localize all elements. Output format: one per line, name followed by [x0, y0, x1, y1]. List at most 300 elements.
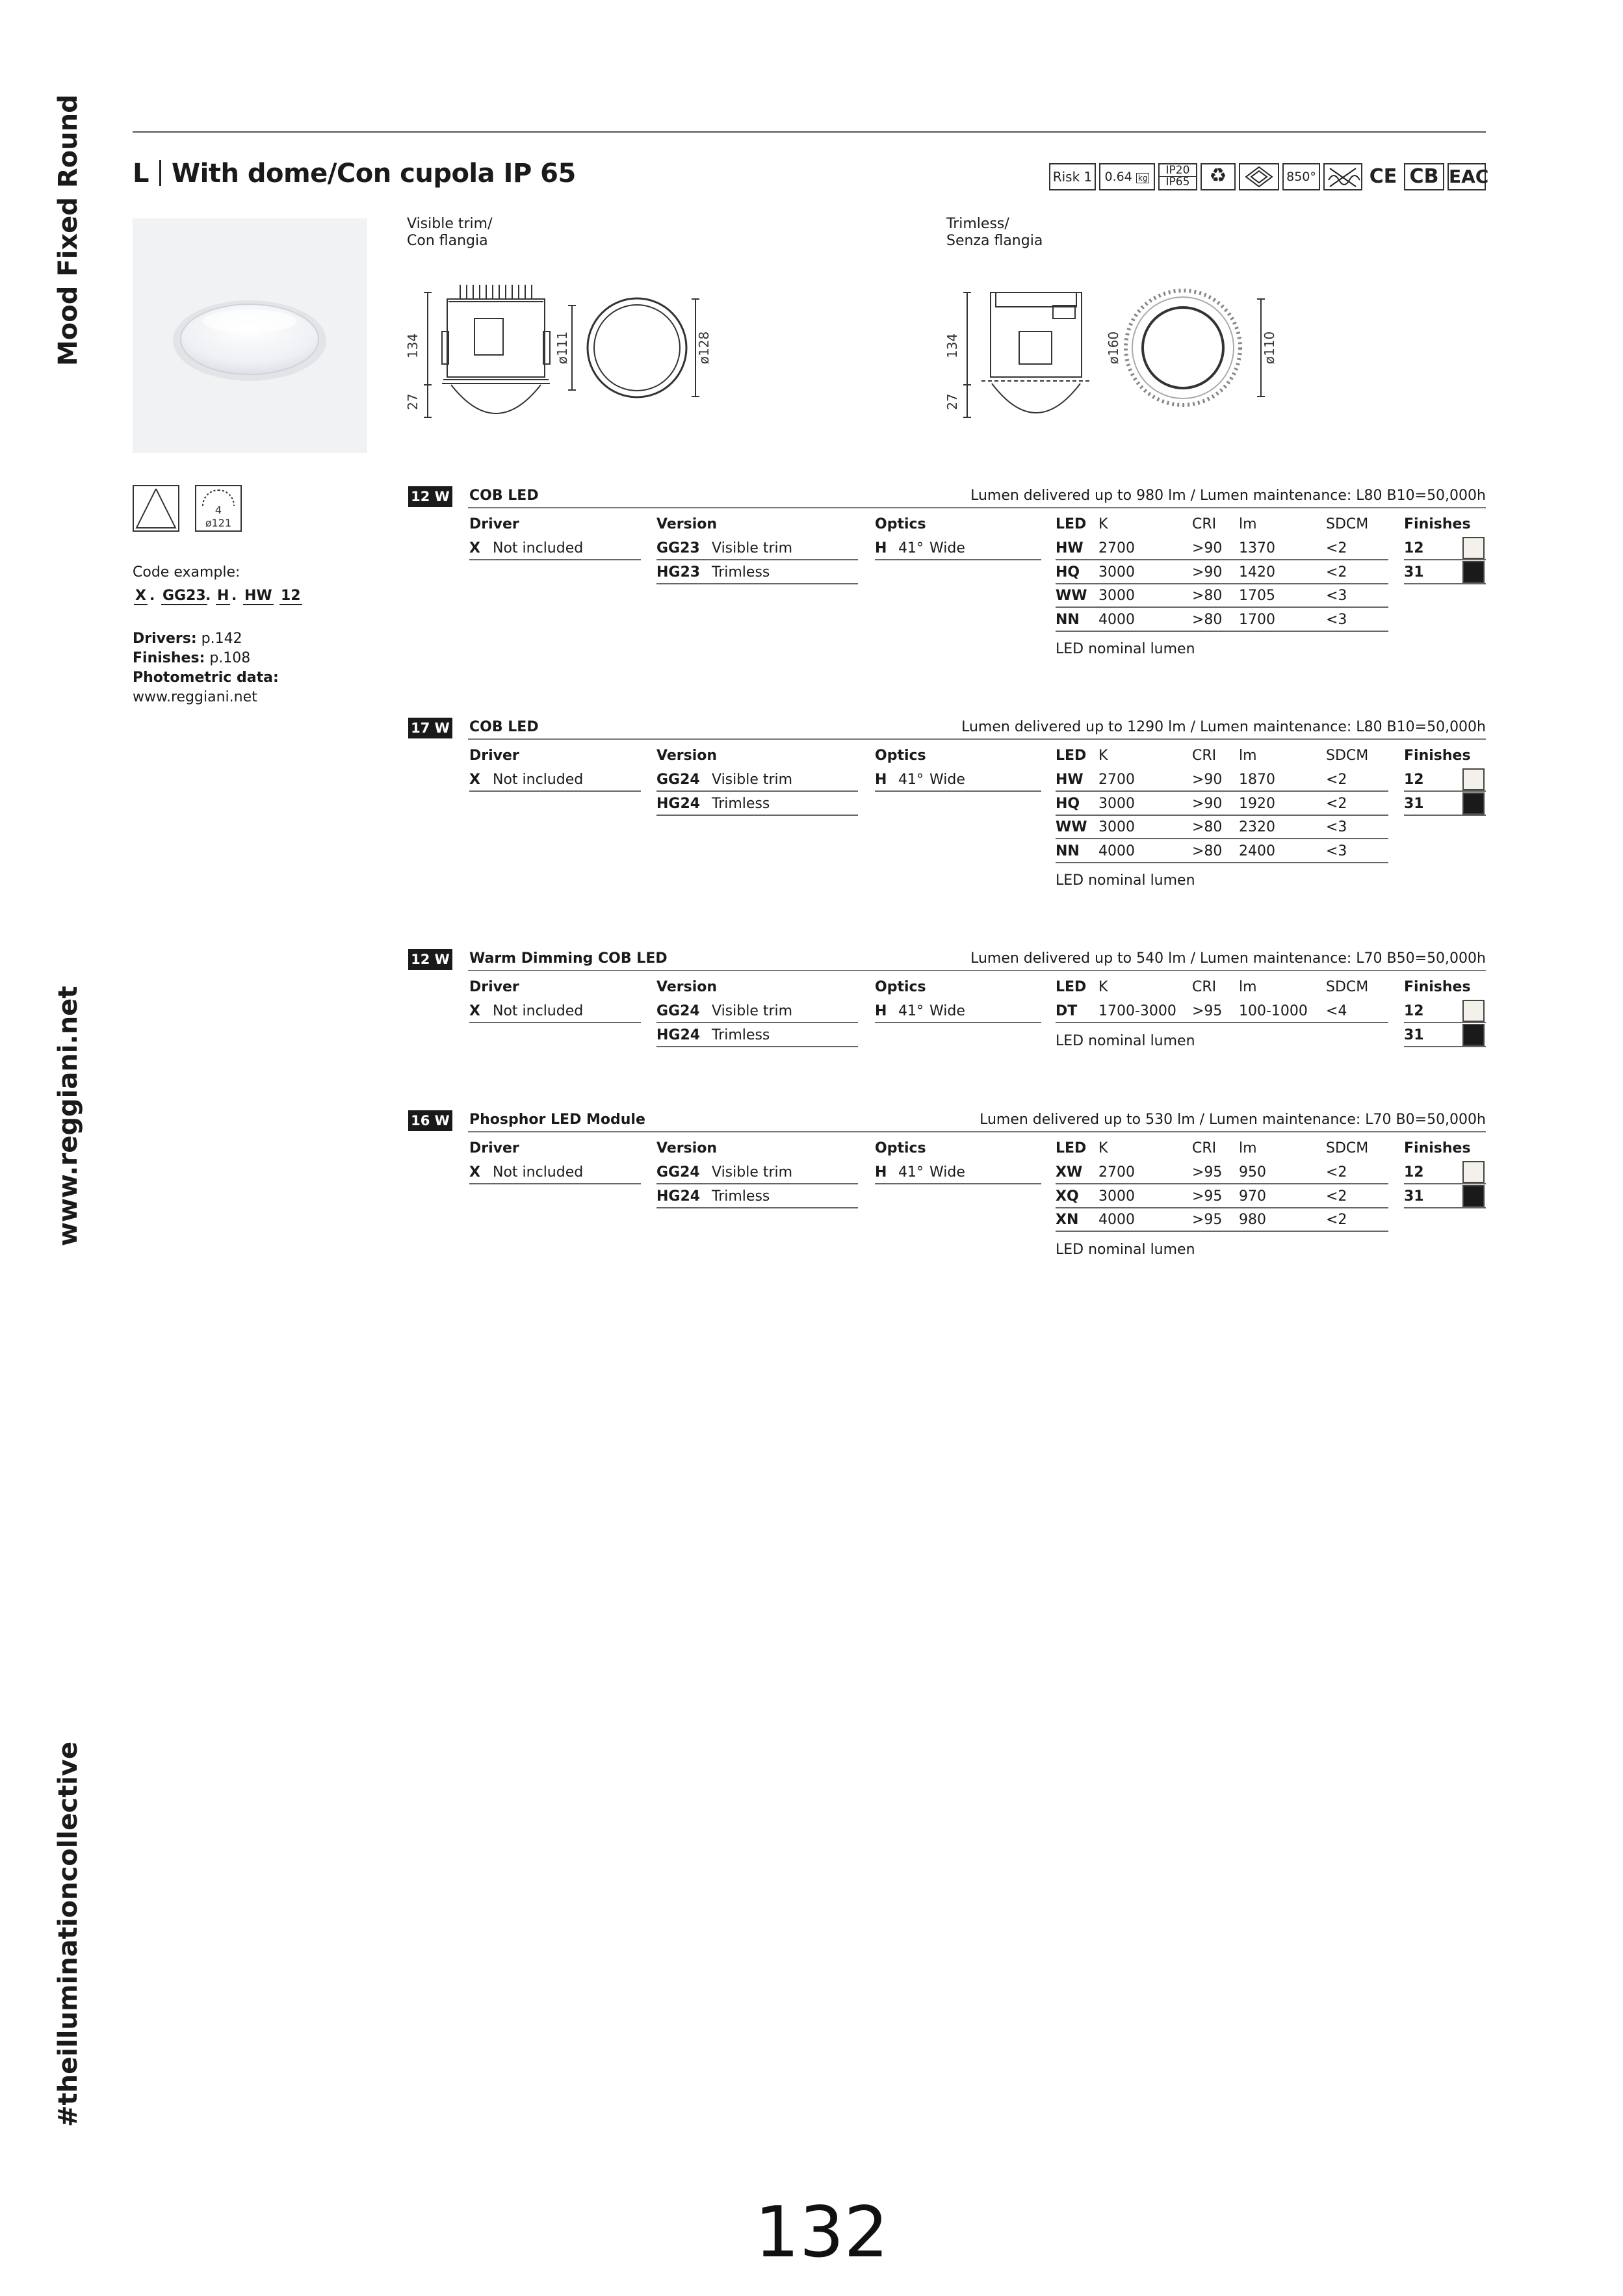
cutout-depth: 4	[214, 504, 222, 516]
finish-code-text: 12	[1404, 772, 1424, 788]
led-sdcm: <2	[1326, 772, 1347, 788]
led-lumen: 1700	[1239, 611, 1275, 628]
photometric-label: Photometric data:	[133, 670, 279, 686]
trimless-dim-height: 134	[944, 333, 960, 359]
version-code[interactable]	[656, 1188, 700, 1206]
led-code-text: DT	[1056, 1003, 1078, 1019]
code-example-label: Code example:	[133, 564, 240, 581]
risk-badge	[1049, 163, 1096, 190]
driver-code-text: X	[469, 772, 480, 788]
col-lm: lm	[1239, 748, 1257, 764]
finish-code[interactable]	[1404, 540, 1424, 558]
col-k: K	[1098, 748, 1108, 764]
col-optics: Optics	[875, 979, 926, 995]
version-text: Visible trim	[712, 772, 793, 788]
finish-swatch[interactable]	[1462, 768, 1485, 790]
col-cri: CRI	[1192, 979, 1217, 995]
led-sdcm: <2	[1326, 795, 1347, 812]
led-kelvin: 2700	[1098, 1164, 1135, 1181]
section-rule	[468, 507, 1486, 508]
col-version: Version	[656, 979, 718, 995]
version-code-text: HG24	[656, 1188, 701, 1205]
finish-code-text: 12	[1404, 1003, 1424, 1019]
col-sdcm: SDCM	[1326, 748, 1369, 764]
version-code-text: HG23	[656, 564, 701, 581]
header-rule	[133, 131, 1486, 133]
ip-rating-badge	[1158, 163, 1197, 190]
finish-swatch[interactable]	[1462, 537, 1485, 559]
led-code-text: HW	[1056, 540, 1084, 556]
col-optics: Optics	[875, 748, 926, 764]
col-finishes: Finishes	[1404, 1140, 1471, 1156]
col-sdcm: SDCM	[1326, 1140, 1369, 1156]
led-code[interactable]	[1056, 1188, 1079, 1206]
version-code[interactable]	[656, 1026, 700, 1045]
col-k: K	[1098, 516, 1108, 532]
optics-angle: 41°	[898, 1164, 924, 1181]
col-lm: lm	[1239, 979, 1257, 995]
led-cri: >80	[1192, 819, 1223, 835]
finish-code-text: 31	[1404, 564, 1424, 581]
finish-swatch[interactable]	[1462, 1185, 1485, 1207]
version-code[interactable]	[656, 1164, 700, 1182]
section-source-name: Warm Dimming COB LED	[469, 950, 668, 967]
finish-swatch[interactable]	[1462, 1161, 1485, 1183]
code-part-driver: X	[135, 588, 146, 604]
led-sdcm: <3	[1326, 588, 1347, 604]
optics-rule	[875, 1183, 1041, 1184]
version-rule	[656, 815, 858, 816]
driver-rule	[469, 559, 641, 560]
beam-icon	[133, 485, 179, 532]
led-rule	[1056, 815, 1388, 816]
led-rule	[1056, 1231, 1388, 1232]
led-sdcm: <3	[1326, 611, 1347, 628]
led-cri: >90	[1192, 795, 1223, 812]
led-lumen: 1370	[1239, 540, 1275, 556]
led-lumen: 2400	[1239, 842, 1275, 859]
driver-code[interactable]	[469, 1164, 480, 1182]
dim-inner-diameter: ø111	[554, 331, 570, 365]
led-rule	[1056, 583, 1388, 584]
no-insulation-svg	[1325, 164, 1361, 189]
optics-text: Wide	[929, 772, 965, 788]
col-finishes: Finishes	[1404, 979, 1471, 995]
optics-text: Wide	[929, 540, 965, 556]
led-rule	[1056, 838, 1388, 839]
led-kelvin: 3000	[1098, 1188, 1135, 1205]
led-code-text: XN	[1056, 1212, 1079, 1228]
led-code-text: XW	[1056, 1164, 1083, 1181]
optics-rule	[875, 790, 1041, 792]
cutout-diameter: ø121	[205, 517, 232, 529]
led-lumen: 2320	[1239, 819, 1275, 835]
optics-text: Wide	[929, 1164, 965, 1181]
version-rule	[656, 583, 858, 584]
led-cri: >80	[1192, 611, 1223, 628]
trimless-dim-outer: ø160	[1106, 331, 1121, 365]
code-dot-2: .	[205, 588, 211, 604]
finish-code-text: 12	[1404, 540, 1424, 556]
title-letter: L	[133, 159, 149, 189]
led-kelvin: 4000	[1098, 1212, 1135, 1228]
col-driver: Driver	[469, 748, 519, 764]
led-cri: >80	[1192, 588, 1223, 604]
version-code[interactable]	[656, 564, 700, 582]
version-code[interactable]	[656, 540, 700, 558]
optics-angle: 41°	[898, 1003, 924, 1019]
dim-dome-label: 27	[405, 393, 421, 410]
finishes-ref-page: p.108	[209, 650, 251, 666]
visible-trim-label-it: Con flangia	[407, 233, 488, 249]
optics-angle: 41°	[898, 540, 924, 556]
led-kelvin: 4000	[1098, 842, 1135, 859]
section-rule	[468, 1131, 1486, 1132]
driver-rule	[469, 790, 641, 792]
visible-trim-label: Visible trim/	[407, 216, 493, 232]
version-text: Visible trim	[712, 540, 793, 556]
led-rule	[1056, 790, 1388, 792]
section-lumen-info: Lumen delivered up to 540 lm / Lumen maintenance: L70 B50=50,000h	[970, 950, 1486, 967]
led-cri: >90	[1192, 772, 1223, 788]
col-cri: CRI	[1192, 748, 1217, 764]
driver-code[interactable]	[469, 540, 480, 558]
led-code-text: HQ	[1056, 795, 1080, 812]
driver-text: Not included	[493, 540, 584, 556]
driver-rule	[469, 1022, 641, 1023]
finish-code[interactable]	[1404, 1188, 1424, 1206]
finish-code[interactable]	[1404, 1026, 1424, 1045]
led-lumen: 950	[1239, 1164, 1266, 1181]
led-lumen: 1920	[1239, 795, 1275, 812]
finish-code[interactable]	[1404, 771, 1424, 789]
finish-code[interactable]	[1404, 564, 1424, 582]
version-text: Visible trim	[712, 1003, 793, 1019]
trimless-caption	[946, 216, 1043, 250]
title-text: With dome/Con cupola IP 65	[172, 159, 576, 189]
col-cri: CRI	[1192, 1140, 1217, 1156]
version-code-text: GG24	[656, 1003, 700, 1019]
finish-rule	[1404, 583, 1486, 584]
led-sdcm: <3	[1326, 819, 1347, 835]
col-k: K	[1098, 979, 1108, 995]
led-sdcm: <2	[1326, 1164, 1347, 1181]
col-lm: lm	[1239, 1140, 1257, 1156]
page-title	[133, 159, 576, 189]
col-optics: Optics	[875, 1140, 926, 1156]
section-lumen-info: Lumen delivered up to 530 lm / Lumen maintenance: L70 B0=50,000h	[980, 1112, 1486, 1128]
trimless-label-it: Senza flangia	[946, 233, 1043, 249]
finish-swatch[interactable]	[1462, 561, 1485, 583]
led-sdcm: <4	[1326, 1003, 1347, 1019]
glow-wire-badge	[1282, 163, 1320, 190]
version-text: Trimless	[712, 795, 770, 812]
product-photo	[133, 218, 367, 453]
optics-rule	[875, 559, 1041, 560]
optics-code[interactable]	[875, 1002, 887, 1021]
code-part-optics: H	[217, 588, 229, 604]
led-kelvin: 3000	[1098, 588, 1135, 604]
led-sdcm: <2	[1326, 1188, 1347, 1205]
led-kelvin: 3000	[1098, 564, 1135, 581]
led-code[interactable]	[1056, 1211, 1078, 1229]
col-version: Version	[656, 1140, 718, 1156]
col-optics: Optics	[875, 516, 926, 532]
col-sdcm: SDCM	[1326, 516, 1369, 532]
optics-code-text: H	[875, 772, 887, 788]
led-lumen: 100-1000	[1239, 1003, 1308, 1019]
led-code[interactable]	[1056, 587, 1087, 605]
optics-code[interactable]	[875, 1164, 887, 1182]
led-code[interactable]	[1056, 795, 1080, 813]
ce-mark: CE	[1369, 165, 1397, 188]
driver-code[interactable]	[469, 771, 480, 789]
led-rule	[1056, 1022, 1388, 1023]
version-rule	[656, 559, 858, 560]
section-wattage: 17 W	[408, 718, 452, 738]
led-code-text: WW	[1056, 588, 1087, 604]
led-kelvin: 2700	[1098, 772, 1135, 788]
section-lumen-info: Lumen delivered up to 1290 lm / Lumen maintenance: L80 B10=50,000h	[961, 719, 1486, 735]
led-nominal-note: LED nominal lumen	[1056, 1241, 1195, 1258]
version-code-text: GG24	[656, 772, 700, 788]
version-rule	[656, 790, 858, 792]
led-rule	[1056, 862, 1388, 863]
version-text: Trimless	[712, 1026, 770, 1043]
led-code-text: XQ	[1056, 1188, 1079, 1205]
led-sdcm: <2	[1326, 1212, 1347, 1228]
led-code-text: HQ	[1056, 564, 1080, 581]
led-cri: >95	[1192, 1164, 1223, 1181]
optics-code-text: H	[875, 540, 887, 556]
code-dot-3: .	[231, 588, 237, 604]
optics-code-text: H	[875, 1164, 887, 1181]
finish-rule	[1404, 815, 1486, 816]
driver-code-text: X	[469, 1164, 480, 1181]
col-sdcm: SDCM	[1326, 979, 1369, 995]
led-kelvin: 4000	[1098, 611, 1135, 628]
led-lumen: 1705	[1239, 588, 1275, 604]
section-wattage: 16 W	[408, 1110, 452, 1131]
version-code-text: HG24	[656, 1026, 701, 1043]
sidebar-family-title: Mood Fixed Round	[53, 94, 83, 366]
col-led: LED	[1056, 748, 1087, 764]
code-part-version: GG23	[162, 588, 206, 604]
glow-wire-temp: 850°	[1286, 170, 1316, 184]
col-k: K	[1098, 1140, 1108, 1156]
led-code[interactable]	[1056, 540, 1084, 558]
title-divider	[159, 160, 161, 186]
product-photo-svg	[133, 218, 367, 453]
optics-code[interactable]	[875, 771, 887, 789]
version-text: Visible trim	[712, 1164, 793, 1181]
led-lumen: 1420	[1239, 564, 1275, 581]
finish-rule	[1404, 1207, 1486, 1208]
optics-rule	[875, 1022, 1041, 1023]
finishes-ref-label: Finishes:	[133, 650, 205, 666]
led-code[interactable]	[1056, 771, 1084, 789]
led-code[interactable]	[1056, 611, 1080, 629]
col-led: LED	[1056, 979, 1087, 995]
led-kelvin: 2700	[1098, 540, 1135, 556]
led-rule	[1056, 1207, 1388, 1208]
col-finishes: Finishes	[1404, 748, 1471, 764]
led-kelvin: 3000	[1098, 819, 1135, 835]
led-kelvin: 3000	[1098, 795, 1135, 812]
weight-unit: kg	[1136, 173, 1150, 183]
version-text: Trimless	[712, 1188, 770, 1205]
led-code-text: NN	[1056, 842, 1080, 859]
code-part-finish: 12	[281, 588, 301, 604]
section-source-name: Phosphor LED Module	[469, 1112, 645, 1128]
drivers-ref-label: Drivers:	[133, 631, 197, 647]
finish-swatch[interactable]	[1462, 1000, 1485, 1022]
led-code-text: NN	[1056, 611, 1080, 628]
sidebar-hashtag: #theilluminationcollective	[53, 1742, 83, 2127]
version-code-text: HG24	[656, 795, 701, 812]
led-nominal-note: LED nominal lumen	[1056, 872, 1195, 889]
ip-top: IP20	[1160, 165, 1196, 177]
col-lm: lm	[1239, 516, 1257, 532]
drivers-ref	[133, 629, 242, 649]
driver-rule	[469, 1183, 641, 1184]
page-number: 132	[755, 2192, 889, 2273]
led-cri: >95	[1192, 1212, 1223, 1228]
class-ii-svg	[1240, 164, 1278, 189]
led-kelvin: 1700-3000	[1098, 1003, 1176, 1019]
led-rule	[1056, 559, 1388, 560]
visible-trim-caption	[407, 216, 492, 250]
section-lumen-info: Lumen delivered up to 980 lm / Lumen maintenance: L80 B10=50,000h	[970, 488, 1486, 504]
col-driver: Driver	[469, 1140, 519, 1156]
section-source-name: COB LED	[469, 719, 539, 735]
led-cri: >90	[1192, 540, 1223, 556]
section-wattage: 12 W	[408, 486, 452, 507]
driver-text: Not included	[493, 1003, 584, 1019]
code-part-led: HW	[244, 588, 272, 604]
led-rule	[1056, 1183, 1388, 1184]
optics-code[interactable]	[875, 540, 887, 558]
driver-text: Not included	[493, 1164, 584, 1181]
version-code[interactable]	[656, 1002, 700, 1021]
led-code[interactable]	[1056, 1164, 1082, 1182]
trimless-label: Trimless/	[946, 216, 1009, 232]
led-code-text: WW	[1056, 819, 1087, 835]
finish-swatch[interactable]	[1462, 792, 1485, 815]
version-code[interactable]	[656, 771, 700, 789]
cutout-icon	[195, 485, 242, 532]
trimless-drawing	[942, 280, 1306, 429]
section-wattage: 12 W	[408, 949, 452, 970]
led-lumen: 970	[1239, 1188, 1266, 1205]
led-cri: >80	[1192, 842, 1223, 859]
led-code-text: HW	[1056, 772, 1084, 788]
weight-badge	[1099, 163, 1155, 190]
code-dot-1: .	[149, 588, 155, 604]
led-sdcm: <3	[1326, 842, 1347, 859]
led-cri: >95	[1192, 1188, 1223, 1205]
version-text: Trimless	[712, 564, 770, 581]
cb-mark: CB	[1404, 163, 1444, 190]
class-ii-icon	[1239, 163, 1279, 190]
col-led: LED	[1056, 516, 1087, 532]
finish-code-text: 31	[1404, 795, 1424, 812]
optics-angle: 41°	[898, 772, 924, 788]
photometric-url[interactable]: www.reggiani.net	[133, 689, 257, 705]
trimless-dim-inner: ø110	[1262, 331, 1277, 365]
finish-code[interactable]	[1404, 795, 1424, 813]
recycle-icon: ♻	[1201, 163, 1236, 190]
visible-trim-drawing	[403, 280, 741, 429]
led-rule	[1056, 631, 1388, 632]
version-rule	[656, 1207, 858, 1208]
led-cri: >90	[1192, 564, 1223, 581]
col-version: Version	[656, 516, 718, 532]
risk-label: Risk 1	[1052, 169, 1093, 185]
led-nominal-note: LED nominal lumen	[1056, 1032, 1195, 1049]
finish-code[interactable]	[1404, 1164, 1424, 1182]
drivers-ref-page: p.142	[201, 631, 242, 647]
finish-rule	[1404, 1046, 1486, 1047]
optics-text: Wide	[929, 1003, 965, 1019]
driver-code[interactable]	[469, 1002, 480, 1021]
led-nominal-note: LED nominal lumen	[1056, 641, 1195, 657]
col-version: Version	[656, 748, 718, 764]
led-sdcm: <2	[1326, 540, 1347, 556]
eac-mark: EAC	[1448, 163, 1486, 190]
led-code[interactable]	[1056, 842, 1080, 861]
version-code-text: GG23	[656, 540, 700, 556]
finish-code-text: 31	[1404, 1026, 1424, 1043]
led-lumen: 1870	[1239, 772, 1275, 788]
section-rule	[468, 970, 1486, 971]
version-code[interactable]	[656, 795, 700, 813]
col-finishes: Finishes	[1404, 516, 1471, 532]
led-code[interactable]	[1056, 818, 1087, 837]
version-rule	[656, 1046, 858, 1047]
col-driver: Driver	[469, 979, 519, 995]
section-rule	[468, 738, 1486, 740]
led-lumen: 980	[1239, 1212, 1266, 1228]
led-code[interactable]	[1056, 1002, 1077, 1021]
optics-code-text: H	[875, 1003, 887, 1019]
finish-swatch[interactable]	[1462, 1024, 1485, 1046]
led-code[interactable]	[1056, 564, 1080, 582]
weight-value: 0.64	[1104, 170, 1132, 184]
driver-code-text: X	[469, 1003, 480, 1019]
dim-outer-diameter: ø128	[696, 331, 712, 365]
finish-code-text: 12	[1404, 1164, 1424, 1181]
version-rule	[656, 1183, 858, 1184]
led-sdcm: <2	[1326, 564, 1347, 581]
led-cri: >95	[1192, 1003, 1223, 1019]
led-rule	[1056, 607, 1388, 608]
driver-code-text: X	[469, 540, 480, 556]
no-insulation-icon	[1323, 163, 1362, 190]
trimless-dim-dome: 27	[944, 393, 960, 410]
finish-code[interactable]	[1404, 1002, 1424, 1021]
col-cri: CRI	[1192, 516, 1217, 532]
finishes-ref	[133, 649, 250, 668]
version-rule	[656, 1022, 858, 1023]
section-source-name: COB LED	[469, 488, 539, 504]
col-driver: Driver	[469, 516, 519, 532]
finish-code-text: 31	[1404, 1188, 1424, 1205]
dim-height-label: 134	[405, 333, 421, 359]
driver-text: Not included	[493, 772, 584, 788]
ip-bottom: IP65	[1165, 176, 1190, 189]
sidebar-website[interactable]: www.reggiani.net	[53, 985, 83, 1246]
